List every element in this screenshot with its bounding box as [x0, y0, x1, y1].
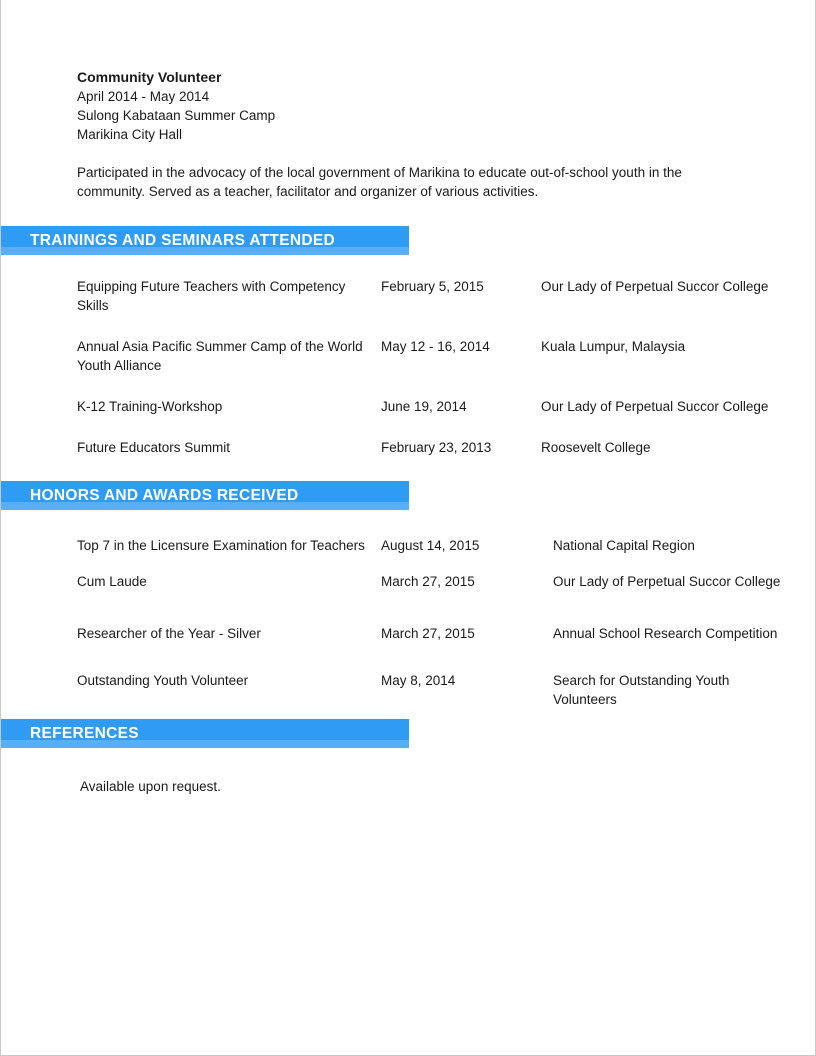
honor-location: Our Lady of Perpetual Succor College [553, 574, 781, 589]
honor-row [77, 624, 815, 643]
experience-dates: April 2014 - May 2014 [77, 89, 210, 104]
honor-title: Outstanding Youth Volunteer [77, 673, 249, 688]
honor-title: Top 7 in the Licensure Examination for Teachers [77, 538, 365, 553]
honor-row [77, 671, 815, 709]
honor-title: Cum Laude [77, 574, 147, 589]
training-date: May 12 - 16, 2014 [381, 339, 490, 354]
training-location: Our Lady of Perpetual Succor College [541, 279, 769, 294]
honor-date: March 27, 2015 [381, 626, 475, 641]
experience-entry [77, 68, 743, 201]
training-date: June 19, 2014 [381, 399, 467, 414]
training-location: Kuala Lumpur, Malaysia [541, 339, 686, 354]
honor-row [77, 536, 815, 555]
honor-date: May 8, 2014 [381, 673, 456, 688]
training-location: Our Lady of Perpetual Succor College [541, 399, 769, 414]
experience-title: Community Volunteer [77, 69, 222, 85]
experience-organization: Sulong Kabataan Summer Camp [77, 108, 276, 123]
honors-list [77, 536, 815, 709]
honor-date: March 27, 2015 [381, 574, 475, 589]
training-title: Annual Asia Pacific Summer Camp of the World Youth Alliance [77, 339, 363, 373]
section-heading-trainings: TRAININGS AND SEMINARS ATTENDED [30, 232, 335, 249]
training-title: Future Educators Summit [77, 440, 231, 455]
section-heading-honors: HONORS AND AWARDS RECEIVED [30, 487, 299, 504]
experience-description: Participated in the advocacy of the local government of Marikina to educate out-of-school youth in the community. Served as a teacher, facilitator and organizer of various activities. [77, 165, 682, 199]
references-note: Available upon request. [80, 779, 221, 794]
section-banner-trainings [0, 226, 409, 255]
honor-location: National Capital Region [553, 538, 695, 553]
honor-row [77, 572, 815, 591]
experience-location: Marikina City Hall [77, 127, 183, 142]
training-title: K-12 Training-Workshop [77, 399, 223, 414]
training-row [77, 337, 815, 375]
training-location: Roosevelt College [541, 440, 651, 455]
honor-location: Search for Outstanding Youth Volunteers [553, 673, 730, 707]
trainings-list [77, 277, 815, 457]
training-row [77, 438, 815, 457]
training-date: February 5, 2015 [381, 279, 484, 294]
section-banner-honors [0, 481, 409, 510]
honor-title: Researcher of the Year - Silver [77, 626, 261, 641]
honor-location: Annual School Research Competition [553, 626, 778, 641]
training-row [77, 397, 815, 416]
section-banner-references [0, 719, 409, 748]
training-date: February 23, 2013 [381, 440, 492, 455]
section-heading-references: REFERENCES [30, 725, 139, 742]
honor-date: August 14, 2015 [381, 538, 480, 553]
training-title: Equipping Future Teachers with Competency Skills [77, 279, 346, 313]
training-row [77, 277, 815, 315]
